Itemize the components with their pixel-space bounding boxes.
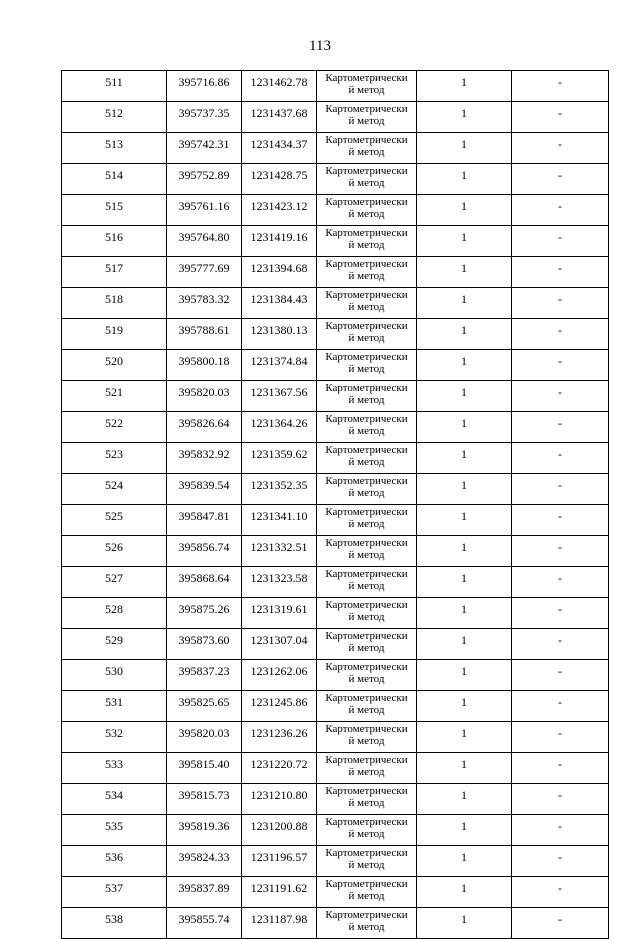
- method-text: Картометрически: [325, 816, 408, 828]
- note-cell: -: [512, 815, 609, 846]
- table-body: [62, 71, 609, 939]
- accuracy-cell: 1: [417, 722, 512, 753]
- table-row: [62, 195, 609, 226]
- method-cell: [317, 474, 417, 505]
- x-coordinate-cell: 395783.32: [167, 288, 242, 319]
- x-coordinate-cell: 395800.18: [167, 350, 242, 381]
- method-text: й метод: [348, 549, 385, 561]
- point-number-cell: 523: [62, 443, 167, 474]
- method-cell: [317, 350, 417, 381]
- method-text: й метод: [348, 239, 385, 251]
- point-number-cell: 521: [62, 381, 167, 412]
- method-cell: [317, 629, 417, 660]
- y-coordinate-cell: 1231319.61: [242, 598, 317, 629]
- table-row: [62, 350, 609, 381]
- method-cell: [317, 753, 417, 784]
- method-text: Картометрически: [325, 165, 408, 177]
- table-row: [62, 629, 609, 660]
- method-text: Картометрически: [325, 103, 408, 115]
- method-cell: [317, 226, 417, 257]
- accuracy-cell: 1: [417, 412, 512, 443]
- note-cell: -: [512, 350, 609, 381]
- table-row: [62, 288, 609, 319]
- method-cell: [317, 288, 417, 319]
- accuracy-cell: 1: [417, 629, 512, 660]
- table-row: [62, 443, 609, 474]
- point-number-cell: 528: [62, 598, 167, 629]
- method-cell: [317, 319, 417, 350]
- method-text: Картометрически: [325, 909, 408, 921]
- method-text: й метод: [348, 487, 385, 499]
- method-text: Картометрически: [325, 382, 408, 394]
- point-number-cell: 515: [62, 195, 167, 226]
- note-cell: -: [512, 753, 609, 784]
- y-coordinate-cell: 1231341.10: [242, 505, 317, 536]
- point-number-cell: 517: [62, 257, 167, 288]
- table-row: [62, 257, 609, 288]
- accuracy-cell: 1: [417, 660, 512, 691]
- page-number: 113: [309, 38, 331, 54]
- method-text: й метод: [348, 456, 385, 468]
- accuracy-cell: 1: [417, 71, 512, 102]
- accuracy-cell: 1: [417, 815, 512, 846]
- method-text: й метод: [348, 766, 385, 778]
- x-coordinate-cell: 395875.26: [167, 598, 242, 629]
- table-row: [62, 226, 609, 257]
- method-text: Картометрически: [325, 847, 408, 859]
- accuracy-cell: 1: [417, 164, 512, 195]
- note-cell: -: [512, 133, 609, 164]
- x-coordinate-cell: 395856.74: [167, 536, 242, 567]
- x-coordinate-cell: 395764.80: [167, 226, 242, 257]
- point-number-cell: 512: [62, 102, 167, 133]
- note-cell: -: [512, 691, 609, 722]
- point-number-cell: 537: [62, 877, 167, 908]
- note-cell: -: [512, 567, 609, 598]
- method-text: Картометрически: [325, 754, 408, 766]
- y-coordinate-cell: 1231419.16: [242, 226, 317, 257]
- method-cell: [317, 381, 417, 412]
- method-cell: [317, 443, 417, 474]
- x-coordinate-cell: 395855.74: [167, 908, 242, 939]
- method-text: Картометрически: [325, 692, 408, 704]
- x-coordinate-cell: 395788.61: [167, 319, 242, 350]
- method-text: Картометрически: [325, 444, 408, 456]
- point-number-cell: 519: [62, 319, 167, 350]
- x-coordinate-cell: 395820.03: [167, 722, 242, 753]
- table-row: [62, 164, 609, 195]
- y-coordinate-cell: 1231332.51: [242, 536, 317, 567]
- note-cell: -: [512, 71, 609, 102]
- point-number-cell: 514: [62, 164, 167, 195]
- point-number-cell: 524: [62, 474, 167, 505]
- y-coordinate-cell: 1231434.37: [242, 133, 317, 164]
- accuracy-cell: 1: [417, 195, 512, 226]
- method-cell: [317, 505, 417, 536]
- accuracy-cell: 1: [417, 753, 512, 784]
- point-number-cell: 530: [62, 660, 167, 691]
- table-row: [62, 877, 609, 908]
- note-cell: -: [512, 660, 609, 691]
- y-coordinate-cell: 1231380.13: [242, 319, 317, 350]
- method-cell: [317, 846, 417, 877]
- method-text: Картометрически: [325, 227, 408, 239]
- note-cell: -: [512, 784, 609, 815]
- point-number-cell: 538: [62, 908, 167, 939]
- note-cell: -: [512, 722, 609, 753]
- accuracy-cell: 1: [417, 691, 512, 722]
- x-coordinate-cell: 395819.36: [167, 815, 242, 846]
- note-cell: -: [512, 536, 609, 567]
- x-coordinate-cell: 395820.03: [167, 381, 242, 412]
- y-coordinate-cell: 1231352.35: [242, 474, 317, 505]
- y-coordinate-cell: 1231323.58: [242, 567, 317, 598]
- point-number-cell: 516: [62, 226, 167, 257]
- method-text: й метод: [348, 673, 385, 685]
- method-text: й метод: [348, 425, 385, 437]
- x-coordinate-cell: 395825.65: [167, 691, 242, 722]
- method-text: й метод: [348, 890, 385, 902]
- method-cell: [317, 877, 417, 908]
- table-row: [62, 691, 609, 722]
- note-cell: -: [512, 908, 609, 939]
- table-row: [62, 908, 609, 939]
- table-row: [62, 474, 609, 505]
- note-cell: -: [512, 226, 609, 257]
- y-coordinate-cell: 1231187.98: [242, 908, 317, 939]
- x-coordinate-cell: 395839.54: [167, 474, 242, 505]
- note-cell: -: [512, 381, 609, 412]
- x-coordinate-cell: 395742.31: [167, 133, 242, 164]
- accuracy-cell: 1: [417, 102, 512, 133]
- x-coordinate-cell: 395815.73: [167, 784, 242, 815]
- method-text: й метод: [348, 735, 385, 747]
- method-cell: [317, 536, 417, 567]
- method-text: Картометрически: [325, 289, 408, 301]
- note-cell: -: [512, 474, 609, 505]
- point-number-cell: 536: [62, 846, 167, 877]
- method-cell: [317, 164, 417, 195]
- table-row: [62, 381, 609, 412]
- x-coordinate-cell: 395777.69: [167, 257, 242, 288]
- table-row: [62, 536, 609, 567]
- method-text: й метод: [348, 177, 385, 189]
- method-text: Картометрически: [325, 599, 408, 611]
- y-coordinate-cell: 1231191.62: [242, 877, 317, 908]
- accuracy-cell: 1: [417, 226, 512, 257]
- method-text: й метод: [348, 828, 385, 840]
- point-number-cell: 534: [62, 784, 167, 815]
- note-cell: -: [512, 195, 609, 226]
- note-cell: -: [512, 629, 609, 660]
- x-coordinate-cell: 395752.89: [167, 164, 242, 195]
- x-coordinate-cell: 395847.81: [167, 505, 242, 536]
- accuracy-cell: 1: [417, 133, 512, 164]
- x-coordinate-cell: 395716.86: [167, 71, 242, 102]
- y-coordinate-cell: 1231374.84: [242, 350, 317, 381]
- x-coordinate-cell: 395815.40: [167, 753, 242, 784]
- accuracy-cell: 1: [417, 598, 512, 629]
- x-coordinate-cell: 395761.16: [167, 195, 242, 226]
- accuracy-cell: 1: [417, 474, 512, 505]
- method-text: й метод: [348, 859, 385, 871]
- method-text: й метод: [348, 704, 385, 716]
- table-row: [62, 784, 609, 815]
- y-coordinate-cell: 1231262.06: [242, 660, 317, 691]
- method-cell: [317, 133, 417, 164]
- method-text: й метод: [348, 580, 385, 592]
- method-cell: [317, 102, 417, 133]
- accuracy-cell: 1: [417, 877, 512, 908]
- table-row: [62, 71, 609, 102]
- method-text: й метод: [348, 394, 385, 406]
- y-coordinate-cell: 1231367.56: [242, 381, 317, 412]
- y-coordinate-cell: 1231196.57: [242, 846, 317, 877]
- method-text: Картометрически: [325, 351, 408, 363]
- accuracy-cell: 1: [417, 288, 512, 319]
- y-coordinate-cell: 1231423.12: [242, 195, 317, 226]
- method-text: й метод: [348, 270, 385, 282]
- method-cell: [317, 257, 417, 288]
- table-row: [62, 815, 609, 846]
- note-cell: -: [512, 288, 609, 319]
- point-number-cell: 511: [62, 71, 167, 102]
- point-number-cell: 527: [62, 567, 167, 598]
- method-cell: [317, 598, 417, 629]
- y-coordinate-cell: 1231384.43: [242, 288, 317, 319]
- table-row: [62, 753, 609, 784]
- point-number-cell: 513: [62, 133, 167, 164]
- method-text: Картометрически: [325, 72, 408, 84]
- method-text: Картометрически: [325, 630, 408, 642]
- x-coordinate-cell: 395868.64: [167, 567, 242, 598]
- accuracy-cell: 1: [417, 257, 512, 288]
- y-coordinate-cell: 1231236.26: [242, 722, 317, 753]
- table-row: [62, 102, 609, 133]
- method-text: Картометрически: [325, 413, 408, 425]
- table-row: [62, 133, 609, 164]
- method-text: Картометрически: [325, 258, 408, 270]
- method-text: Картометрически: [325, 506, 408, 518]
- accuracy-cell: 1: [417, 908, 512, 939]
- table-row: [62, 598, 609, 629]
- method-cell: [317, 722, 417, 753]
- note-cell: -: [512, 846, 609, 877]
- method-text: Картометрически: [325, 196, 408, 208]
- note-cell: -: [512, 505, 609, 536]
- method-text: Картометрически: [325, 134, 408, 146]
- method-text: й метод: [348, 611, 385, 623]
- method-text: Картометрически: [325, 320, 408, 332]
- method-text: й метод: [348, 642, 385, 654]
- method-cell: [317, 660, 417, 691]
- method-text: Картометрически: [325, 723, 408, 735]
- point-number-cell: 533: [62, 753, 167, 784]
- table-row: [62, 505, 609, 536]
- table-row: [62, 846, 609, 877]
- method-cell: [317, 195, 417, 226]
- y-coordinate-cell: 1231394.68: [242, 257, 317, 288]
- x-coordinate-cell: 395873.60: [167, 629, 242, 660]
- accuracy-cell: 1: [417, 443, 512, 474]
- method-text: й метод: [348, 84, 385, 96]
- method-text: Картометрически: [325, 878, 408, 890]
- method-text: Картометрически: [325, 537, 408, 549]
- note-cell: -: [512, 598, 609, 629]
- method-text: й метод: [348, 363, 385, 375]
- x-coordinate-cell: 395832.92: [167, 443, 242, 474]
- method-cell: [317, 908, 417, 939]
- accuracy-cell: 1: [417, 536, 512, 567]
- table-row: [62, 319, 609, 350]
- method-cell: [317, 71, 417, 102]
- method-cell: [317, 412, 417, 443]
- point-number-cell: 518: [62, 288, 167, 319]
- method-text: й метод: [348, 301, 385, 313]
- table-row: [62, 567, 609, 598]
- method-text: й метод: [348, 797, 385, 809]
- method-text: Картометрически: [325, 475, 408, 487]
- y-coordinate-cell: 1231462.78: [242, 71, 317, 102]
- y-coordinate-cell: 1231245.86: [242, 691, 317, 722]
- x-coordinate-cell: 395824.33: [167, 846, 242, 877]
- method-cell: [317, 567, 417, 598]
- point-number-cell: 532: [62, 722, 167, 753]
- method-text: й метод: [348, 146, 385, 158]
- y-coordinate-cell: 1231307.04: [242, 629, 317, 660]
- y-coordinate-cell: 1231364.26: [242, 412, 317, 443]
- note-cell: -: [512, 102, 609, 133]
- note-cell: -: [512, 877, 609, 908]
- accuracy-cell: 1: [417, 784, 512, 815]
- x-coordinate-cell: 395826.64: [167, 412, 242, 443]
- method-text: й метод: [348, 208, 385, 220]
- y-coordinate-cell: 1231200.88: [242, 815, 317, 846]
- y-coordinate-cell: 1231359.62: [242, 443, 317, 474]
- point-number-cell: 520: [62, 350, 167, 381]
- method-text: й метод: [348, 115, 385, 127]
- point-number-cell: 525: [62, 505, 167, 536]
- table-row: [62, 412, 609, 443]
- coordinates-table: [61, 70, 609, 939]
- point-number-cell: 522: [62, 412, 167, 443]
- note-cell: -: [512, 257, 609, 288]
- method-text: Картометрически: [325, 785, 408, 797]
- method-text: Картометрически: [325, 568, 408, 580]
- point-number-cell: 529: [62, 629, 167, 660]
- accuracy-cell: 1: [417, 381, 512, 412]
- x-coordinate-cell: 395837.89: [167, 877, 242, 908]
- method-text: й метод: [348, 518, 385, 530]
- y-coordinate-cell: 1231210.80: [242, 784, 317, 815]
- method-text: й метод: [348, 921, 385, 933]
- method-cell: [317, 784, 417, 815]
- accuracy-cell: 1: [417, 350, 512, 381]
- accuracy-cell: 1: [417, 319, 512, 350]
- y-coordinate-cell: 1231437.68: [242, 102, 317, 133]
- point-number-cell: 531: [62, 691, 167, 722]
- x-coordinate-cell: 395837.23: [167, 660, 242, 691]
- method-text: Картометрически: [325, 661, 408, 673]
- table-row: [62, 660, 609, 691]
- note-cell: -: [512, 164, 609, 195]
- accuracy-cell: 1: [417, 567, 512, 598]
- x-coordinate-cell: 395737.35: [167, 102, 242, 133]
- accuracy-cell: 1: [417, 846, 512, 877]
- y-coordinate-cell: 1231220.72: [242, 753, 317, 784]
- table-row: [62, 722, 609, 753]
- point-number-cell: 526: [62, 536, 167, 567]
- note-cell: -: [512, 443, 609, 474]
- point-number-cell: 535: [62, 815, 167, 846]
- method-cell: [317, 691, 417, 722]
- accuracy-cell: 1: [417, 505, 512, 536]
- note-cell: -: [512, 412, 609, 443]
- y-coordinate-cell: 1231428.75: [242, 164, 317, 195]
- method-cell: [317, 815, 417, 846]
- method-text: й метод: [348, 332, 385, 344]
- note-cell: -: [512, 319, 609, 350]
